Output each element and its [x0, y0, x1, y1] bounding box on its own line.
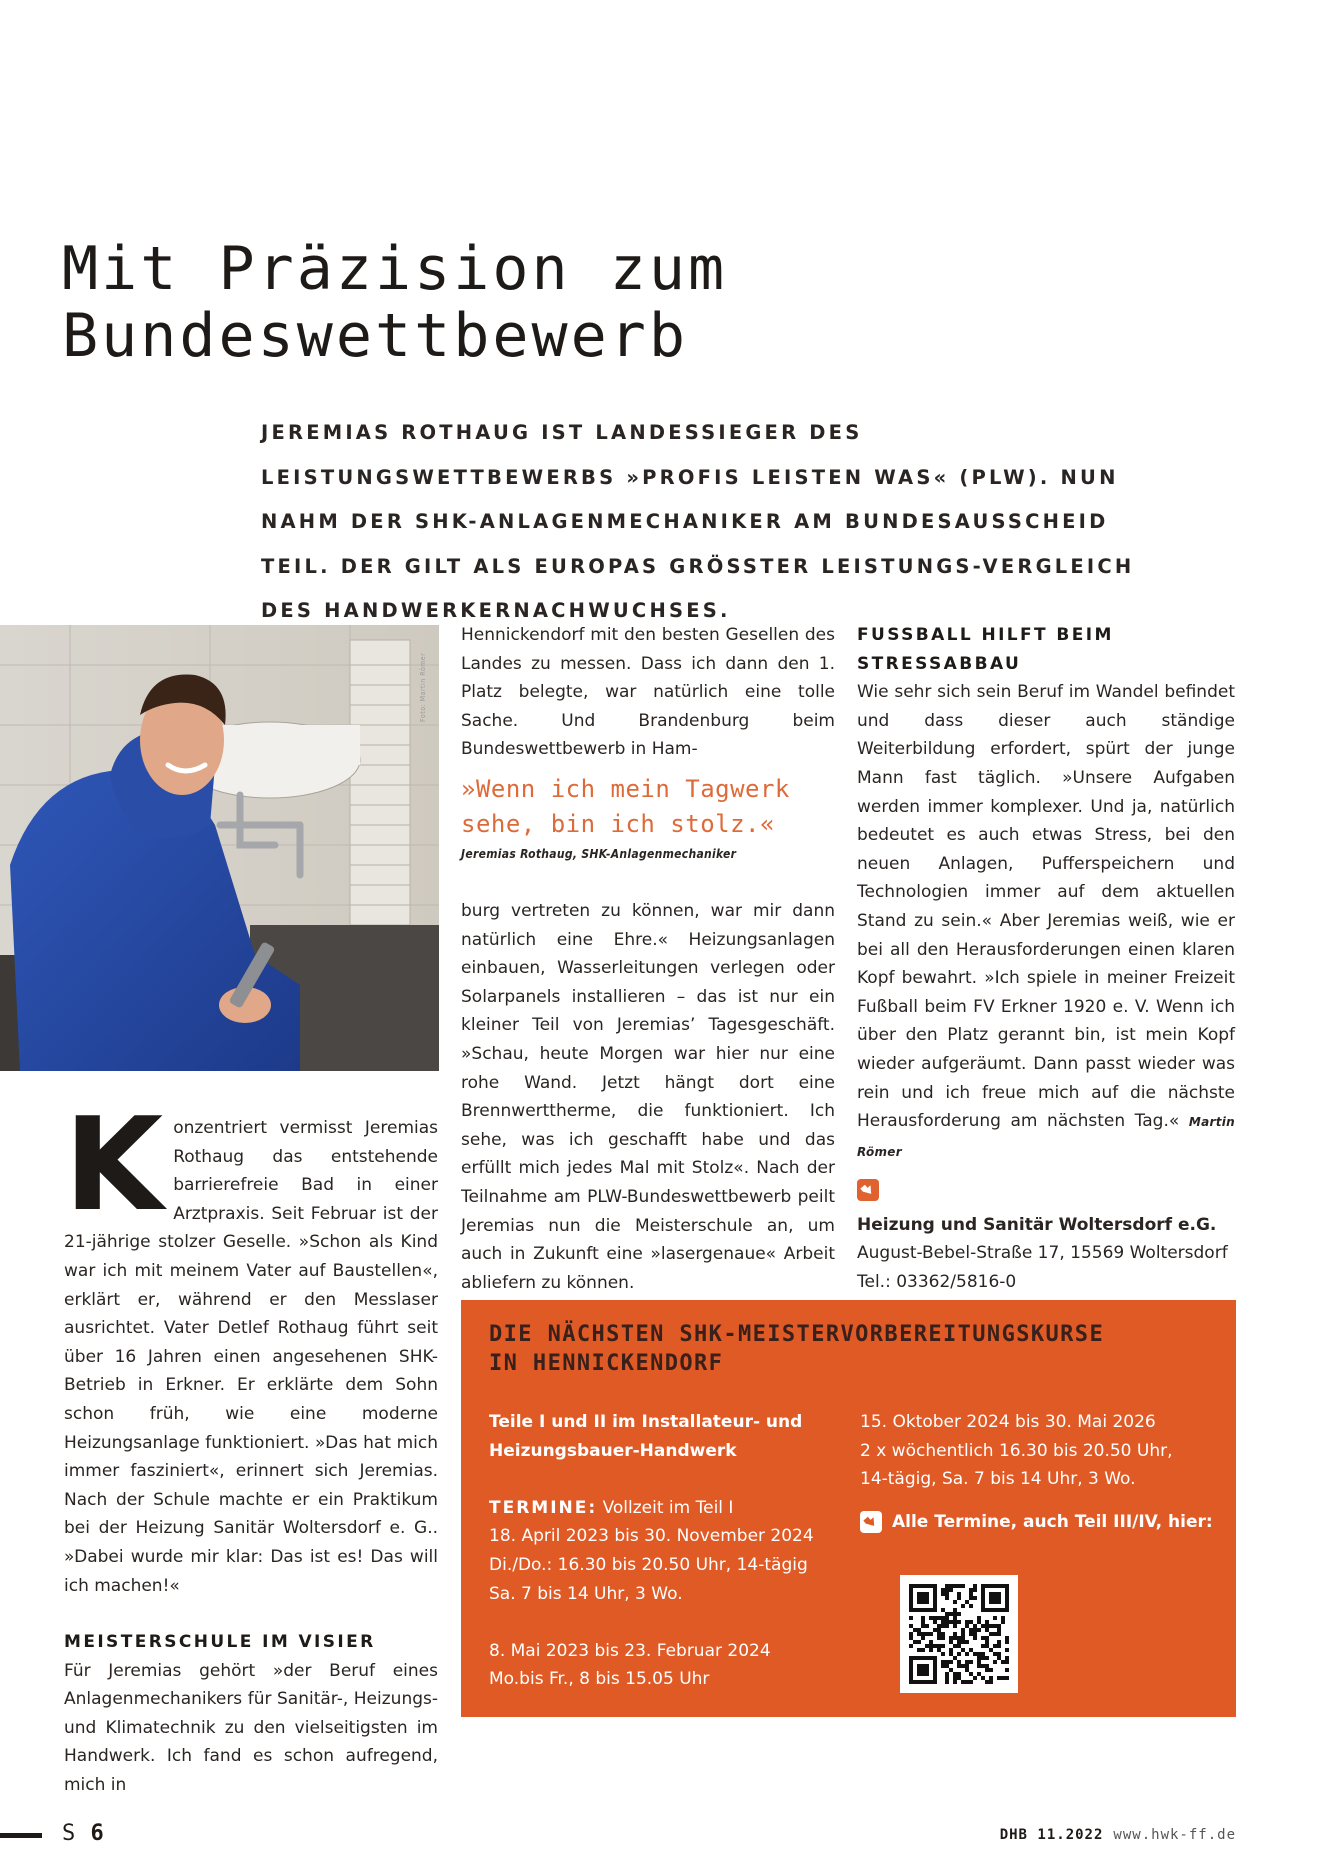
- body-paragraph-3: Hennickendorf mit den besten Gesellen des Landes zu messen. Dass ich dann den 1. Platz belegte, war natürlich eine tolle Sache. Und Brandenburg beim Bundeswettbewerb in Ham-: [461, 625, 835, 760]
- column-2-bottom: [461, 897, 835, 1297]
- all-dates-link[interactable]: [860, 1508, 1220, 1537]
- contact-address: August-Bebel-Straße 17, 15569 Woltersdorf: [857, 1243, 1228, 1264]
- qr-code[interactable]: [900, 1575, 1018, 1693]
- page-prefix: S: [62, 1821, 77, 1846]
- fulltime-line-2: Di./Do.: 16.30 bis 20.50 Uhr, 14-tägig: [489, 1554, 808, 1575]
- arrow-link-icon: [860, 1511, 882, 1533]
- headline-line-2: Bundeswettbewerb: [62, 301, 688, 371]
- page-title: [62, 236, 1062, 370]
- all-dates-label: Alle Termine, auch Teil III/IV, hier:: [892, 1511, 1213, 1532]
- footer-rule: [0, 1833, 42, 1838]
- fulltime-line-3: Sa. 7 bis 14 Uhr, 3 Wo.: [489, 1583, 683, 1604]
- body-paragraph-5: [857, 678, 1235, 1166]
- course-info-box: [461, 1300, 1236, 1717]
- qr-code-graphic: [900, 1575, 1018, 1693]
- course-box-title-line-2: IN HENNICKENDORF: [489, 1351, 724, 1376]
- body-paragraph-5-text: Wie sehr sich sein Beruf im Wandel befindet und dass dieser auch ständige Weiterbildung erfordert, spürt der junge Mann fast täglich. »Unsere Aufgaben werden immer komplexer. Und ja, natürlich bedeutet es auch etwas Stress, bei den neuen Anlagen, Pufferspeichern und Technologien immer auf dem aktuellen Stand zu sein.« Aber Jeremias weiß, wie er bei all den Herausforderungen einen klaren Kopf bewahrt. »Ich spiele in meiner Freizeit Fußball beim FV Erkner 1920 e. V. Wenn ich über den Platz gerannt bin, ist mein Kopf wieder aufgeräumt. Dann passt wieder was rein und ich freue mich auf die nächste Herausforderung am nächsten Tag.«: [857, 682, 1235, 1132]
- contact-name: Heizung und Sanitär Woltersdorf e.G.: [857, 1214, 1217, 1235]
- subheading-fussball: FUSSBALL HILFT BEIM STRESSABBAU: [857, 625, 1114, 674]
- right-line-1: 15. Oktober 2024 bis 30. Mai 2026: [860, 1412, 1156, 1432]
- course-box-title: [489, 1320, 1219, 1378]
- magazine-issue: DHB 11.2022: [999, 1827, 1104, 1843]
- course-box-left: [489, 1408, 829, 1694]
- termine-line: [489, 1494, 829, 1523]
- termine-value: Vollzeit im Teil I: [597, 1497, 734, 1518]
- headline-line-1: Mit Präzision zum: [62, 234, 728, 304]
- column-3: [857, 621, 1235, 1325]
- contact-phone: Tel.: 03362/5816-0: [857, 1272, 1017, 1293]
- body-paragraph-4: burg vertreten zu können, war mir dann natürlich eine Ehre.« Heizungsanlagen einbauen, Wasserleitungen verlegen oder Solarpanels installieren – das ist nur ein kleiner Teil von Jeremias’ Tagesgeschäft. »Schau, heute Morgen war hier nur eine rohe Wand. Jetzt hängt dort eine Brennwerttherme, die funktioniert. Ich sehe, was ich geschafft habe und das erfüllt mich jedes Mal mit Stolz«. Nach der Teilnahme am PLW-Bundeswettbewerb peilt Jeremias nun die Meisterschule an, um auch in Zukunft eine »lasergenaue« Arbeit abliefern zu können.: [461, 901, 835, 1293]
- second-line-2: Mo.bis Fr., 8 bis 15.05 Uhr: [489, 1669, 710, 1690]
- right-line-2: 2 x wöchentlich 16.30 bis 20.50 Uhr,: [860, 1440, 1173, 1461]
- photo-credit: Foto: Martin Römer: [419, 652, 427, 722]
- course-box-right: [860, 1408, 1220, 1536]
- course-box-title-line-1: DIE NÄCHSTEN SHK-MEISTERVORBEREITUNGSKURSE: [489, 1322, 1105, 1347]
- second-line-1: 8. Mai 2023 bis 23. Februar 2024: [489, 1640, 771, 1661]
- right-line-3: 14-tägig, Sa. 7 bis 14 Uhr, 3 Wo.: [860, 1469, 1136, 1490]
- footer-url[interactable]: www.hwk-ff.de: [1113, 1827, 1236, 1843]
- body-paragraph-2: Für Jeremias gehört »der Beruf eines Anlagenmechanikers für Sanitär-, Heizungs- und Klimatechnik zu den vielseitigsten im Handwerk. Ich fand es schon aufregend, mich in: [64, 1660, 438, 1796]
- termine-label: TERMINE:: [489, 1497, 598, 1518]
- fulltime-line-1: 18. April 2023 bis 30. November 2024: [489, 1526, 814, 1547]
- column-2-top: [461, 621, 835, 764]
- lead-paragraph: JEREMIAS ROTHAUG IST LANDESSIEGER DES LEISTUNGSWETTBEWERBS »PROFIS LEISTEN WAS« (PLW). NUN NAHM DER SHK-ANLAGENMECHANIKER AM BUNDESAUSSCHEID TEIL. DER GILT ALS EUROPAS GRÖSSTER LEISTUNGS-VERGLEICH DES HANDWERKERNACHWUCHSES.: [261, 421, 1135, 622]
- page-number-value: 6: [90, 1821, 105, 1846]
- drop-cap: K: [64, 1091, 162, 1240]
- footer-info: [1000, 1827, 1236, 1843]
- pull-quote-credit: Jeremias Rothaug, SHK-Anlagenmechaniker: [461, 847, 737, 861]
- column-1: [64, 1091, 438, 1800]
- subheading-meisterschule: MEISTERSCHULE IM VISIER: [64, 1632, 376, 1653]
- author-credit: Martin Römer: [857, 1115, 1236, 1159]
- photo-illustration: [0, 625, 439, 1071]
- portrait-photo: [0, 625, 439, 1071]
- page-number: [62, 1821, 105, 1846]
- contact-link[interactable]: [857, 1176, 1235, 1205]
- body-paragraph-1: onzentriert vermisst Jeremias Rothaug das entstehende barrierefreie Bad in einer Arztpraxis. Seit Februar ist der 21-jährige stolzer Geselle. »Schon als Kind war ich mit meinem Vater auf Baustellen«, erklärt er, während er den Messlaser ausrichtet. Vater Detlef Rothaug führt seit über 16 Jahren einen angesehenen SHK-Betrieb in Erkner. Er erklärte dem Sohn schon früh, wie eine moderne Heizungsanlage funktioniert. »Das hat mich immer fasziniert«, erinnert sich Jeremias. Nach der Schule machte er ein Praktikum bei der Heizung Sanitär Woltersdorf e. G.. »Dabei wurde mir klar: Das ist es! Das will ich machen!«: [64, 1118, 438, 1596]
- course-name-line-2: Heizungsbauer-Handwerk: [489, 1440, 737, 1461]
- course-name-line-1: Teile I und II im Installateur- und: [489, 1412, 803, 1432]
- arrow-link-icon: [857, 1179, 879, 1201]
- pull-quote: »Wenn ich mein Tagwerk sehe, bin ich stolz.«: [461, 775, 790, 838]
